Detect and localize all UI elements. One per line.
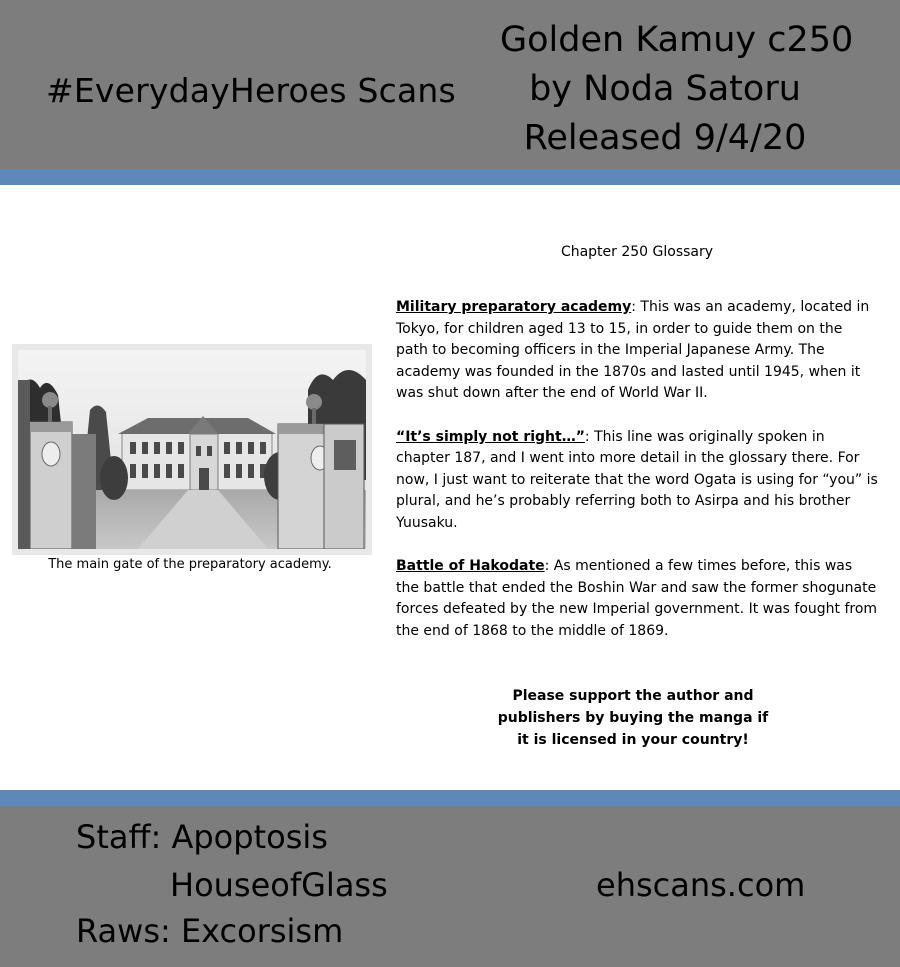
glossary-entries <box>396 297 878 664</box>
glossary-term: Military preparatory academy <box>396 299 632 315</box>
scan-group-title: #EverydayHeroes Scans <box>46 71 456 110</box>
photo-caption: The main gate of the preparatory academy. <box>48 557 332 572</box>
header-stripe <box>0 169 900 185</box>
support-line: it is licensed in your country! <box>517 732 749 748</box>
site-url: ehscans.com <box>596 866 806 904</box>
staff-credit-second: HouseofGlass <box>170 866 388 904</box>
glossary-entry <box>396 297 878 405</box>
release-line-author: by Noda Satoru <box>529 69 801 109</box>
glossary-term: Battle of Hakodate <box>396 558 545 575</box>
release-line-date: Released 9/4/20 <box>523 118 807 158</box>
academy-photo-frame <box>12 344 372 555</box>
glossary-definition: : This was an academy, located in Tokyo, for children aged 13 to 15, in order to guide them on the path to becoming officers in the Imperial Japanese Army. The academy was founded in the 1870s and lasted until 1945, when it was shut down after the end of World War II. <box>396 299 870 402</box>
footer-stripe <box>0 790 900 806</box>
glossary-definition: : This line was originally spoken in chapter 187, and I went into more detail in the glossary there. For now, I just want to reiterate that the word Ogata is using for “you” is plural, and he’s probably referring both to Asirpa and his brother Yuusaku. <box>396 428 878 531</box>
support-line: publishers by buying the manga if <box>497 710 769 726</box>
academy-gate-photo <box>18 350 366 549</box>
glossary-entry <box>396 427 878 535</box>
glossary-definition: : As mentioned a few times before, this was the battle that ended the Boshin War and saw the former shogunate forces defeated by the new Imperial government. It was fought from the end of 1868 to the middle of 1869. <box>396 558 878 639</box>
support-notice <box>486 685 780 751</box>
release-info <box>500 16 854 163</box>
staff-credit: Staff: Apoptosis <box>76 818 328 856</box>
support-line: Please support the author and <box>512 688 754 704</box>
glossary-term: “It’s simply not right…” <box>396 428 585 445</box>
glossary-title: Chapter 250 Glossary <box>560 244 714 260</box>
glossary-entry <box>396 556 878 642</box>
release-line-title: Golden Kamuy c250 <box>500 20 854 60</box>
raws-credit: Raws: Excorsism <box>76 912 344 950</box>
